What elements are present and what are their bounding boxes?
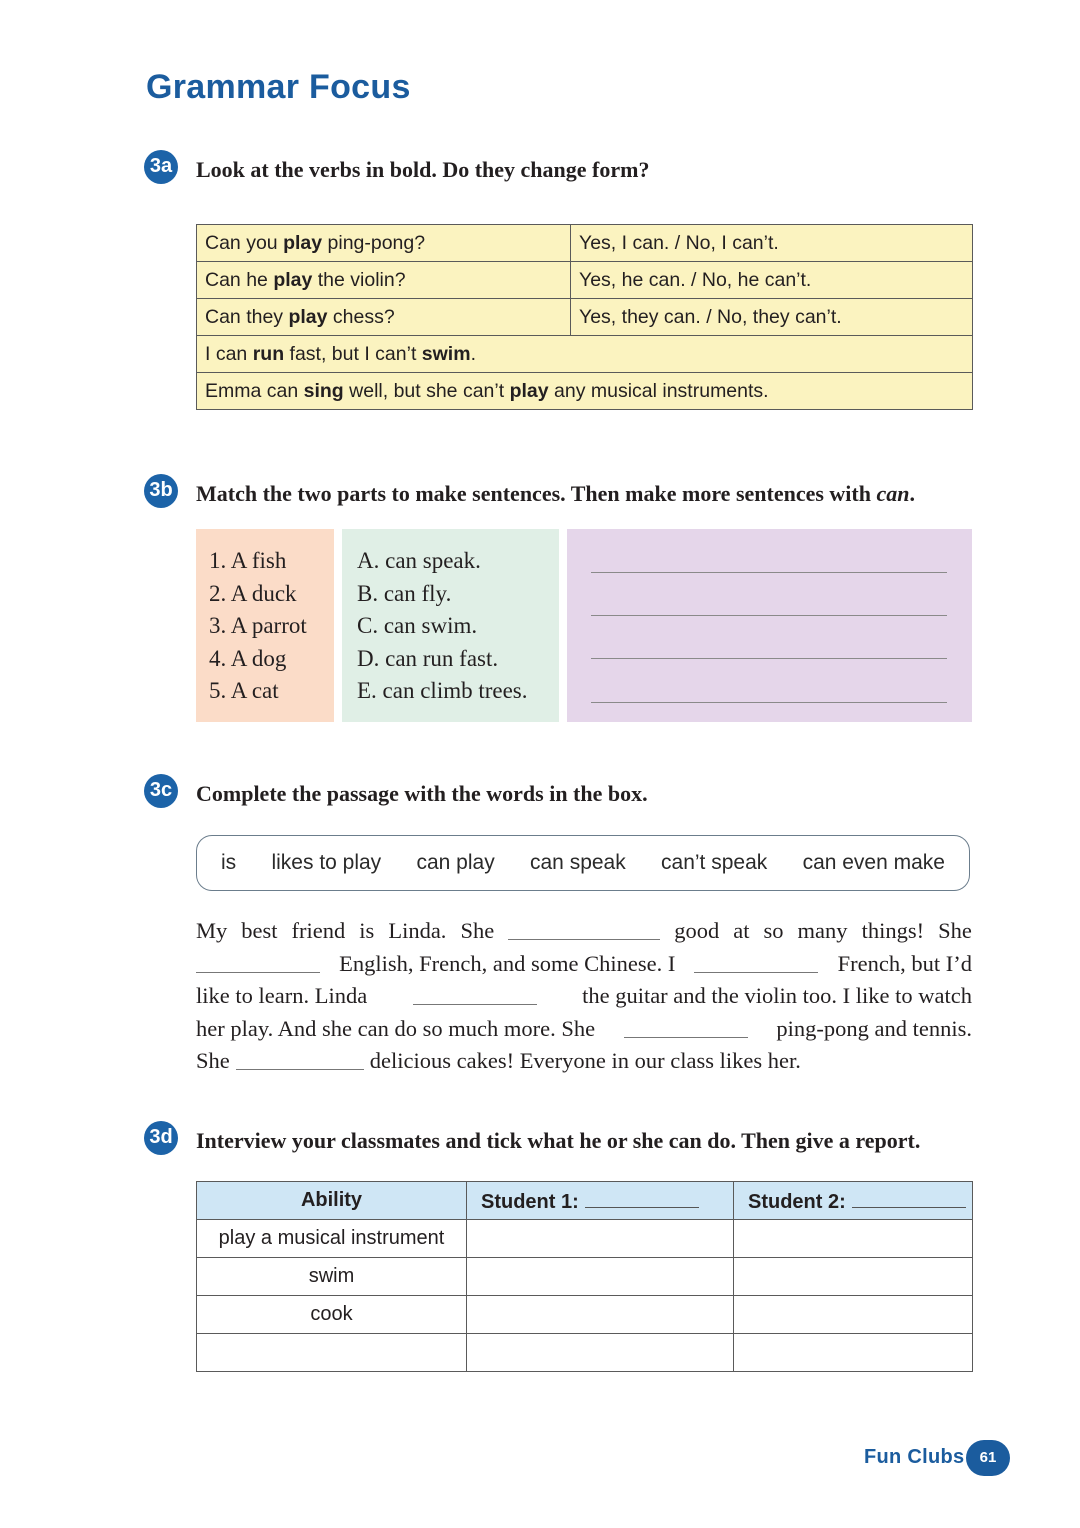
page-number: 61 [966, 1440, 1010, 1476]
writing-line[interactable] [591, 615, 947, 616]
passage-line: her play. And she can do so much more. She ping-pong and tennis. [196, 1013, 972, 1046]
passage-line: My best friend is Linda. She good at so many things! She [196, 915, 972, 948]
answer-blank[interactable] [236, 1045, 364, 1070]
passage-line: She delicious cakes! Everyone in our class likes her. [196, 1045, 972, 1078]
list-item: 4. A dog [209, 645, 287, 671]
exercise-badge-3d: 3d [144, 1121, 178, 1155]
word-option: is [221, 851, 237, 874]
writing-box [567, 529, 972, 722]
ability-cell: swim [197, 1258, 467, 1296]
writing-line[interactable] [591, 572, 947, 573]
instruction-3c: Complete the passage with the words in the box. [196, 781, 648, 806]
tick-cell[interactable] [734, 1220, 973, 1258]
tick-cell[interactable] [734, 1258, 973, 1296]
abilities-box [342, 529, 559, 722]
word-box [196, 835, 970, 891]
tick-cell[interactable] [467, 1258, 734, 1296]
instruction-3d: Interview your classmates and tick what he or she can do. Then give a report. [196, 1128, 921, 1153]
table-row [197, 336, 973, 373]
instruction-3a: Look at the verbs in bold. Do they change form? [196, 157, 650, 182]
tick-cell[interactable] [467, 1220, 734, 1258]
question-cell: Can they play chess? [197, 299, 571, 336]
word-option: can speak [530, 851, 626, 874]
answer-cell: Yes, they can. / No, they can’t. [571, 299, 973, 336]
header-student-2: Student 2: [734, 1182, 973, 1220]
answer-blank[interactable] [624, 1013, 748, 1038]
exercise-badge-3c: 3c [144, 774, 178, 808]
instruction-3b: Match the two parts to make sentences. Then make more sentences with can. [196, 481, 915, 506]
grammar-table [196, 224, 973, 410]
sentence-cell: I can run fast, but I can’t swim. [197, 336, 973, 373]
list-item: 5. A cat [209, 678, 279, 703]
table-row [197, 1296, 973, 1334]
answer-blank[interactable] [508, 915, 660, 940]
table-row [197, 1258, 973, 1296]
question-cell: Can he play the violin? [197, 262, 571, 299]
header-student-1: Student 1: [467, 1182, 734, 1220]
answer-blank[interactable] [694, 948, 818, 973]
word-option: likes to play [271, 851, 382, 874]
name-blank[interactable] [852, 1187, 966, 1208]
ability-cell[interactable] [197, 1334, 467, 1372]
survey-table [196, 1181, 973, 1372]
question-cell: Can you play ping-pong? [197, 225, 571, 262]
tick-cell[interactable] [734, 1334, 973, 1372]
word-option: can even make [802, 851, 945, 874]
header-ability: Ability [197, 1182, 467, 1220]
list-item: C. can swim. [357, 613, 478, 638]
answer-blank[interactable] [413, 980, 537, 1005]
list-item: B. can fly. [357, 580, 452, 606]
passage [196, 915, 972, 1078]
name-blank[interactable] [585, 1187, 699, 1208]
ability-cell: cook [197, 1296, 467, 1334]
subjects-box [196, 529, 334, 722]
table-row [197, 1220, 973, 1258]
passage-line: like to learn. Linda the guitar and the violin too. I like to watch [196, 980, 972, 1013]
table-header-row [197, 1182, 973, 1220]
list-item: 3. A parrot [209, 613, 307, 638]
tick-cell[interactable] [467, 1334, 734, 1372]
table-row [197, 373, 973, 410]
writing-line[interactable] [591, 702, 947, 703]
table-row [197, 262, 973, 299]
unit-title: Fun Clubs [864, 1446, 965, 1468]
passage-line: English, French, and some Chinese. I French, but I’d [196, 948, 972, 981]
word-option: can play [416, 851, 495, 874]
table-row [197, 299, 973, 336]
list-item: D. can run fast. [357, 645, 499, 671]
exercise-badge-3b: 3b [144, 474, 178, 508]
sentence-cell: Emma can sing well, but she can’t play any musical instruments. [197, 373, 973, 410]
list-item: 1. A fish [209, 548, 287, 573]
ability-cell: play a musical instrument [197, 1220, 467, 1258]
tick-cell[interactable] [467, 1296, 734, 1334]
answer-cell: Yes, I can. / No, I can’t. [571, 225, 973, 262]
word-option: can’t speak [661, 851, 768, 874]
page-title: Grammar Focus [146, 68, 411, 106]
table-row [197, 1334, 973, 1372]
list-item: E. can climb trees. [357, 678, 528, 703]
answer-blank[interactable] [196, 948, 320, 973]
table-row [197, 225, 973, 262]
list-item: 2. A duck [209, 580, 297, 606]
answer-cell: Yes, he can. / No, he can’t. [571, 262, 973, 299]
tick-cell[interactable] [734, 1296, 973, 1334]
list-item: A. can speak. [357, 548, 481, 573]
exercise-badge-3a: 3a [144, 150, 178, 184]
writing-line[interactable] [591, 658, 947, 659]
